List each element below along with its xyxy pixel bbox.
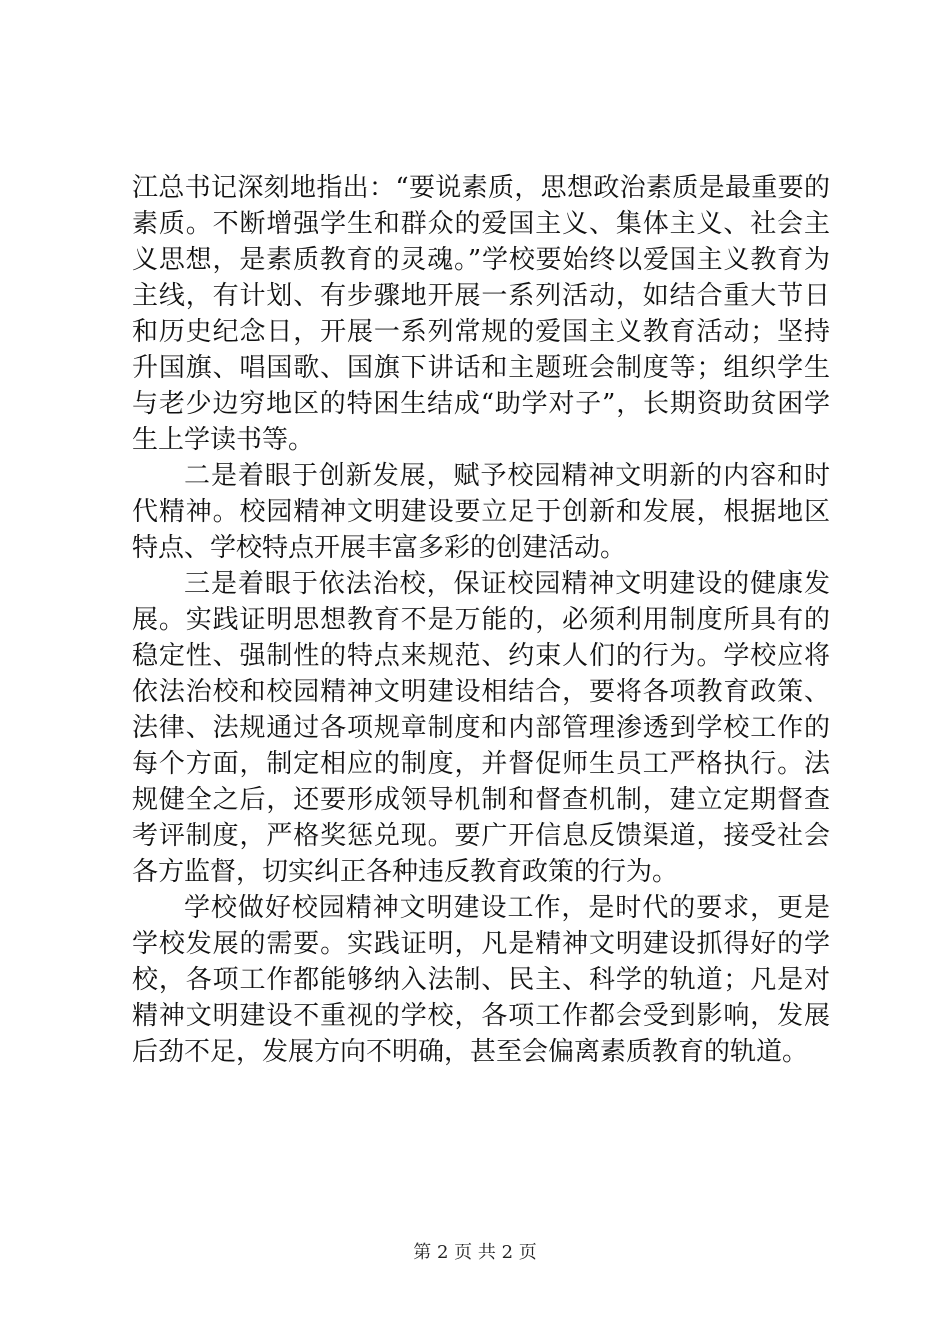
paragraph-2: 二是着眼于创新发展，赋予校园精神文明新的内容和时代精神。校园精神文明建设要立足于创新和发展，根据地区特点、学校特点开展丰富多彩的创建活动。 [132, 461, 830, 563]
page-number-footer: 第 2 页 共 2 页 [413, 1242, 537, 1263]
document-body [132, 170, 830, 1070]
paragraph-4: 学校做好校园精神文明建设工作，是时代的要求，更是学校发展的需要。实践证明，凡是精神文明建设抓得好的学校，各项工作都能够纳入法制、民主、科学的轨道；凡是对精神文明建设不重视的学校，各项工作都会受到影响，发展后劲不足，发展方向不明确，甚至会偏离素质教育的轨道。 [132, 893, 830, 1067]
paragraph-1: 江总书记深刻地指出：“要说素质，思想政治素质是最重要的素质。不断增强学生和群众的爱国主义、集体主义、社会主义思想，是素质教育的灵魂。”学校要始终以爱国主义教育为主线，有计划、有步骤地开展一系列活动，如结合重大节日和历史纪念日，开展一系列常规的爱国主义教育活动；坚持升国旗、唱国歌、国旗下讲话和主题班会制度等；组织学生与老少边穷地区的特困生结成“助学对子”，长期资助贫困学生上学读书等。 [132, 173, 830, 455]
paragraph-3: 三是着眼于依法治校，保证校园精神文明建设的健康发展。实践证明思想教育不是万能的，必须利用制度所具有的稳定性、强制性的特点来规范、约束人们的行为。学校应将依法治校和校园精神文明建设相结合，要将各项教育政策、法律、法规通过各项规章制度和内部管理渗透到学校工作的每个方面，制定相应的制度，并督促师生员工严格执行。法规健全之后，还要形成领导机制和督查机制，建立定期督查考评制度，严格奖惩兑现。要广开信息反馈渠道，接受社会各方监督，切实纠正各种违反教育政策的行为。 [132, 569, 830, 887]
